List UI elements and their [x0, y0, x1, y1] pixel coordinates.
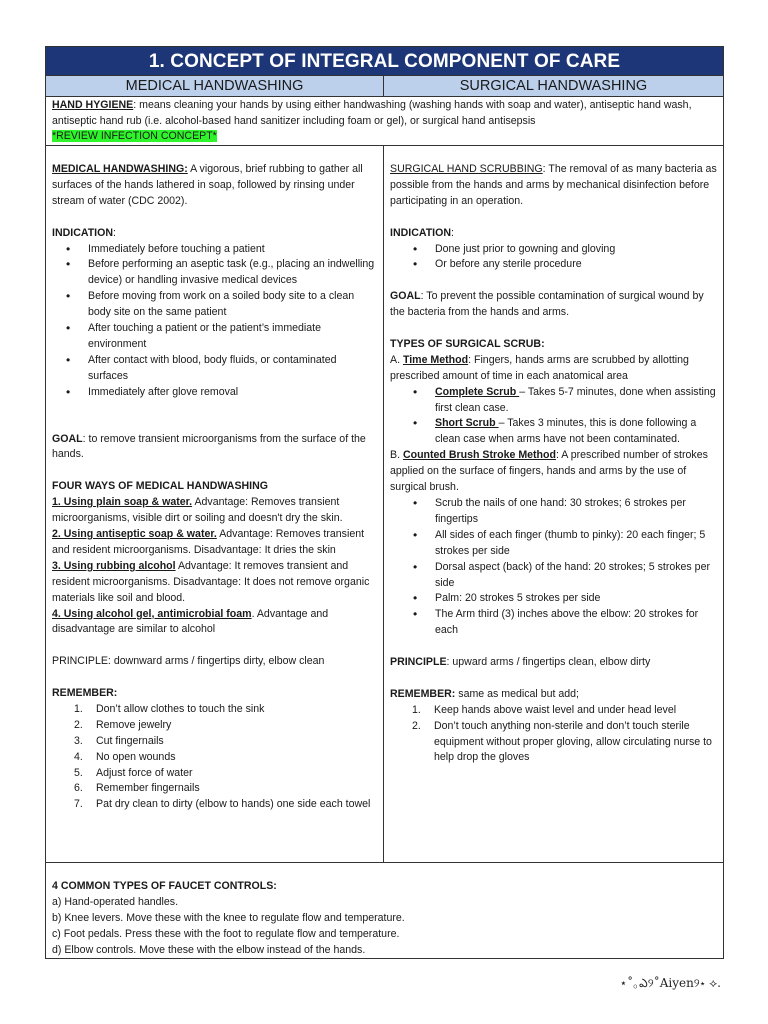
list-item: • Immediately before touching a patient — [88, 242, 376, 258]
medical-indication-heading: INDICATION: — [52, 226, 116, 239]
four-ways-heading: FOUR WAYS OF MEDICAL HANDWASHING — [52, 480, 269, 493]
medical-def-text: A vigorous, brief rubbing to gather all surfaces of the hands lathered in soap, followed by rinsing under stream of water (CDC 2002). — [52, 163, 363, 207]
hand-hygiene-definition — [46, 97, 723, 146]
list-item: 5. Adjust force of water — [74, 766, 193, 779]
surgical-column-header: SURGICAL HANDWASHING — [459, 78, 648, 94]
surgical-def-text: : The removal of as many bacteria as possible from the hands and arms by mechanical disinfection before participating in an operation. — [390, 163, 717, 207]
medical-principle: PRINCIPLE: downward arms / fingertips dirty, elbow clean — [52, 655, 325, 668]
list-item: • Scrub the nails of one hand: 30 strokes; 6 strokes per fingertips — [435, 496, 718, 528]
list-item: 6. Remember fingernails — [74, 782, 200, 795]
list-item: 1. Don’t allow clothes to touch the sink — [74, 702, 265, 715]
types-heading: TYPES OF SURGICAL SCRUB: — [390, 337, 545, 350]
list-item: • Palm: 20 strokes 5 strokes per side — [435, 591, 718, 607]
faucet-heading: 4 COMMON TYPES OF FAUCET CONTROLS: — [52, 880, 277, 892]
list-item: • Short Scrub – Takes 3 minutes, this is done following a clean case when arms have not been contaminated. — [435, 416, 718, 448]
page-title: 1. CONCEPT OF INTEGRAL COMPONENT OF CARE — [46, 47, 723, 76]
list-item: • The Arm third (3) inches above the elbow: 20 strokes for each — [435, 607, 718, 639]
list-item: a) Hand-operated handles. — [52, 895, 179, 908]
way-item: 1. Using plain soap & water. Advantage: Removes transient microorganisms, visible dirt or soiling and doesn't dry the skin. — [52, 496, 343, 525]
list-item: • Dorsal aspect (back) of the hand: 20 strokes; 5 strokes per side — [435, 560, 718, 592]
list-item: 7. Pat dry clean to dirty (elbow to hands) one side each towel — [74, 798, 371, 811]
way-item: 4. Using alcohol gel, antimicrobial foam. Advantage and disadvantage are similar to alcohol — [52, 607, 329, 636]
concept-sheet — [45, 46, 724, 959]
surgical-def-term: SURGICAL HAND SCRUBBING — [390, 163, 543, 175]
surgical-principle: PRINCIPLE: upward arms / fingertips clean, elbow dirty — [390, 656, 651, 669]
medical-column-header: MEDICAL HANDWASHING — [46, 76, 384, 96]
way-item: 2. Using antiseptic soap & water. Advantage: Removes transient and resident microorganisms. Disadvantage: It dries the skin — [52, 528, 365, 556]
list-item: d) Elbow controls. Move these with the elbow instead of the hands. — [52, 943, 366, 956]
review-highlight: *REVIEW INFECTION CONCEPT* — [52, 130, 217, 142]
surgical-goal: GOAL: To prevent the possible contamination of surgical wound by the bacteria from the hands and arms. — [390, 290, 704, 319]
handwashing-columns — [46, 146, 723, 863]
faucet-controls — [46, 863, 723, 958]
surgical-remember-list — [390, 703, 718, 767]
counted-method: B. Counted Brush Stroke Method: A prescribed number of strokes applied on the surface of fingers, hands and arms by the use of surgical brush. — [390, 449, 708, 494]
surgical-remember: REMEMBER: same as medical but add; — [390, 687, 579, 700]
time-method: A. Time Method: Fingers, hands arms are scrubbed by allotting prescribed amount of time in each anatomical area — [390, 353, 689, 382]
time-method-list — [390, 385, 718, 449]
list-item: c) Foot pedals. Press these with the foot to regulate flow and temperature. — [52, 927, 400, 940]
column-header-row — [46, 76, 723, 97]
list-item: • After contact with blood, body fluids, or contaminated surfaces — [88, 353, 376, 385]
list-item: 3. Cut fingernails — [74, 734, 164, 747]
surgical-indication-heading: INDICATION: — [390, 226, 454, 239]
list-item: • Complete Scrub – Takes 5-7 minutes, done when assisting first clean case. — [435, 385, 718, 417]
author-signature: ⋆˚｡ఎ୨˚Aiyen୨⋆ ⟡. — [619, 976, 721, 990]
medical-column — [46, 146, 384, 862]
list-item: • After touching a patient or the patient’s immediate environment — [88, 321, 376, 353]
list-item: 2. Don’t touch anything non-sterile and don’t touch sterile equipment without proper gloving, allow circulating nurse to help drop the gloves — [412, 719, 712, 764]
list-item: • All sides of each finger (thumb to pinky): 20 each finger; 5 strokes per side — [435, 528, 718, 560]
list-item: 1. Keep hands above waist level and under head level — [412, 703, 677, 716]
list-item: • Before performing an aseptic task (e.g., placing an indwelling device) or handling invasive medical devices — [88, 257, 376, 289]
surgical-definition — [390, 162, 718, 210]
medical-indication-list — [52, 242, 376, 401]
list-item: • Before moving from work on a soiled body site to a clean body site on the same patient — [88, 289, 376, 321]
surgical-column — [384, 146, 723, 862]
list-item: • Done just prior to gowning and gloving — [435, 242, 718, 258]
medical-definition — [52, 162, 376, 210]
medical-remember-heading: REMEMBER: — [52, 687, 118, 700]
counted-method-list — [390, 496, 718, 639]
list-item: • Or before any sterile procedure — [435, 257, 718, 273]
medical-remember-list — [52, 702, 376, 813]
list-item: b) Knee levers. Move these with the knee to regulate flow and temperature. — [52, 911, 405, 924]
medical-def-term: MEDICAL HANDWASHING: — [52, 163, 188, 175]
medical-goal: GOAL: to remove transient microorganisms from the surface of the hands. — [52, 432, 366, 461]
hand-hygiene-text: : means cleaning your hands by using either handwashing (washing hands with soap and water), antiseptic hand wash, antiseptic hand rub (i.e. alcohol-based hand sanitizer including foam or gel), or surgical hand antisepsis — [52, 99, 692, 127]
list-item: 4. No open wounds — [74, 750, 176, 763]
surgical-indication-list — [390, 242, 718, 274]
hand-hygiene-term: HAND HYGIENE — [52, 99, 134, 111]
way-item: 3. Using rubbing alcohol Advantage: It removes transient and resident microorganisms. Disadvantage: It does not remove organic materials like soil and blood. — [52, 559, 370, 604]
list-item: • Immediately after glove removal — [88, 385, 376, 401]
list-item: 2. Remove jewelry — [74, 718, 172, 731]
